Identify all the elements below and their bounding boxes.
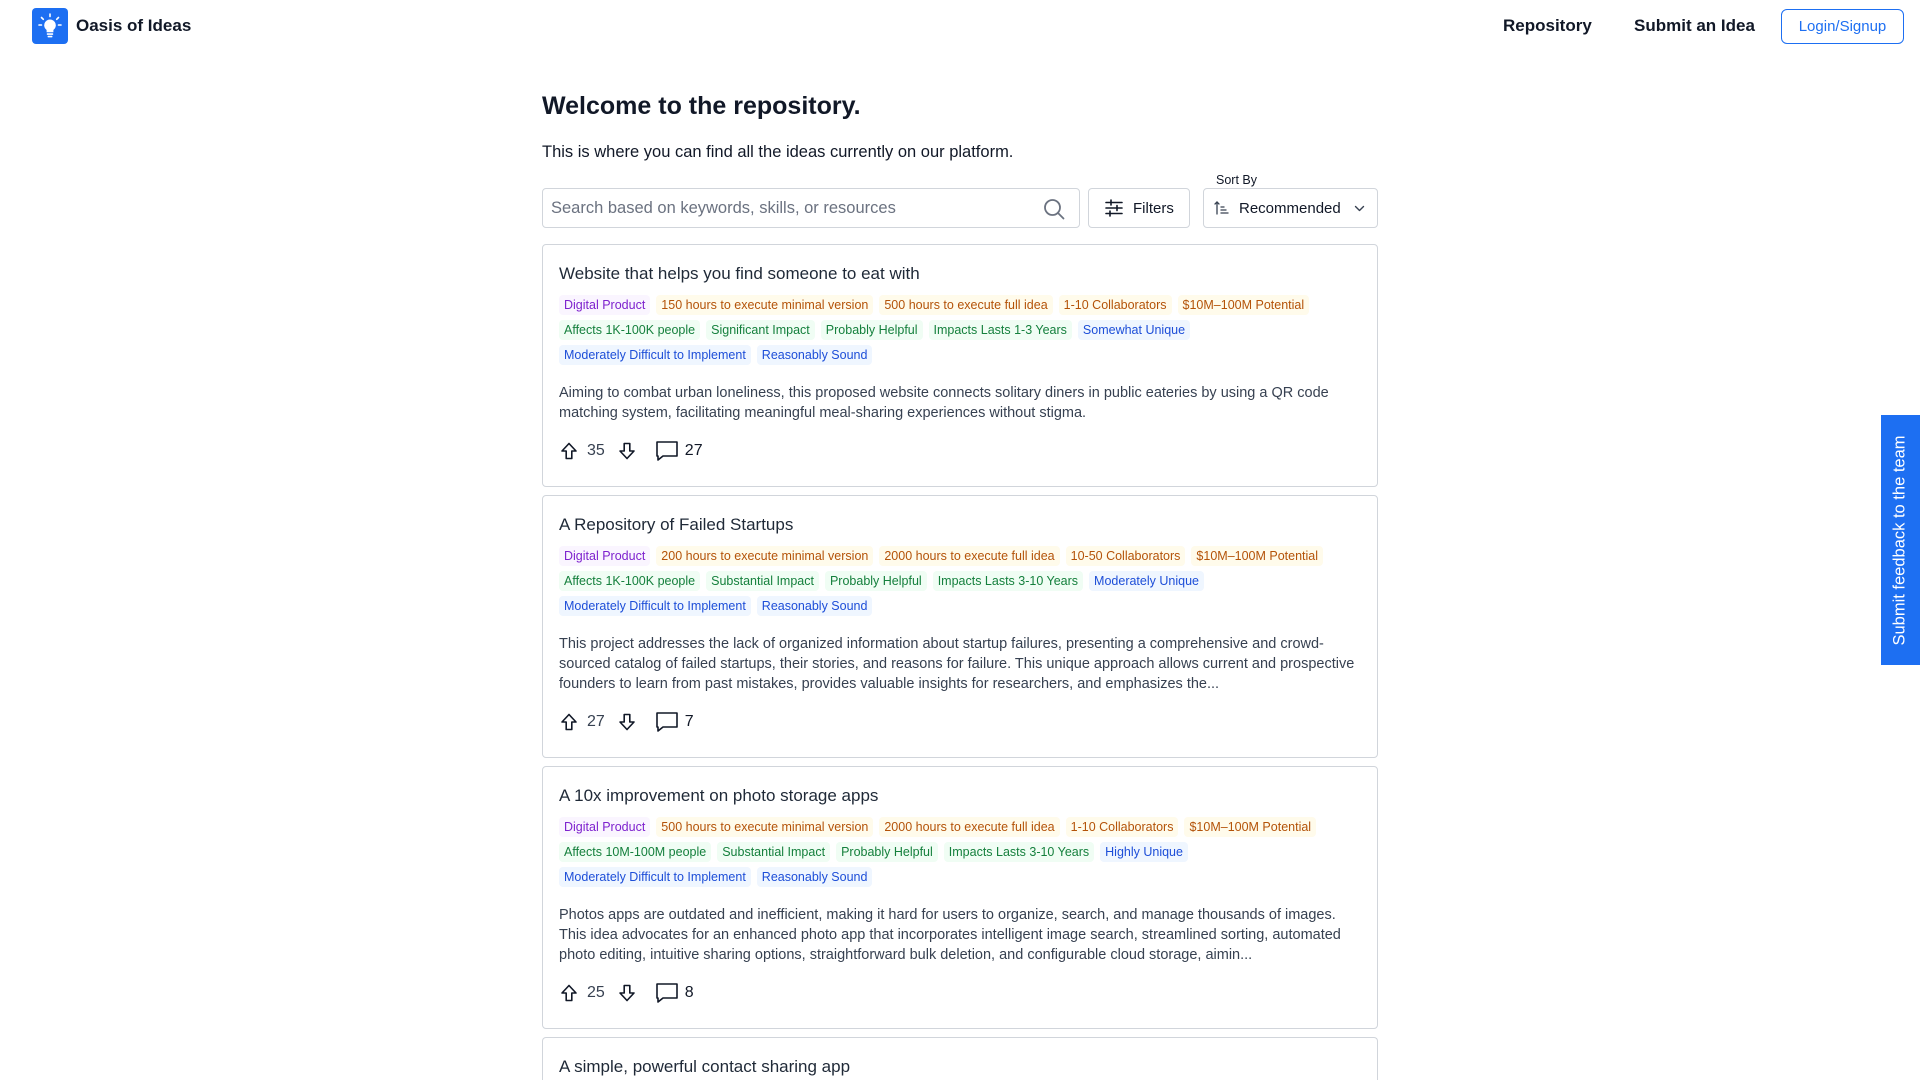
sort-by-label: Sort By: [1216, 173, 1257, 187]
idea-tag: Probably Helpful: [821, 320, 923, 340]
idea-tag: Probably Helpful: [836, 842, 938, 862]
idea-tag: 10-50 Collaborators: [1066, 546, 1186, 566]
page-title: Welcome to the repository.: [542, 92, 861, 120]
sort-select[interactable]: [1203, 188, 1378, 228]
idea-description: This project addresses the lack of organized information about startup failures, presenting a comprehensive and crowd-sourced catalog of failed startups, their stories, and reasons for failure. This unique approach allows current and prospective founders to learn from past mistakes, provides valuable insights for researchers, and emphasizes the...: [559, 636, 1355, 692]
idea-tag: 2000 hours to execute full idea: [879, 817, 1059, 837]
brand-name[interactable]: Oasis of Ideas: [76, 16, 192, 35]
idea-tag: Somewhat Unique: [1078, 320, 1190, 340]
vote-count: 27: [587, 713, 605, 730]
idea-tag: Moderately Unique: [1089, 571, 1204, 591]
idea-tag: 1-10 Collaborators: [1059, 295, 1172, 315]
idea-title[interactable]: A 10x improvement on photo storage apps: [559, 786, 879, 805]
sort-value: Recommended: [1239, 199, 1341, 217]
idea-tag: Significant Impact: [706, 320, 815, 340]
idea-tag: Moderately Difficult to Implement: [559, 596, 751, 616]
idea-tag: Digital Product: [559, 295, 650, 315]
filters-label: Filters: [1133, 199, 1174, 217]
idea-tag: 1-10 Collaborators: [1066, 817, 1179, 837]
search-input[interactable]: [551, 189, 1031, 227]
search-icon[interactable]: [1043, 198, 1065, 220]
login-signup-button[interactable]: Login/Signup: [1781, 9, 1904, 44]
idea-tag: Substantial Impact: [717, 842, 830, 862]
comment-count: 7: [684, 713, 694, 730]
idea-actions: [559, 439, 1361, 463]
idea-title[interactable]: A simple, powerful contact sharing app: [559, 1057, 851, 1076]
vote-count: 25: [587, 984, 605, 1001]
idea-tags: [559, 295, 1369, 365]
idea-tag: $10M–100M Potential: [1178, 295, 1310, 315]
idea-card[interactable]: [542, 495, 1378, 758]
idea-tag: Impacts Lasts 1-3 Years: [929, 320, 1072, 340]
idea-actions: [559, 710, 1361, 734]
upvote-icon[interactable]: [559, 983, 579, 1003]
idea-tag: Digital Product: [559, 546, 650, 566]
idea-title[interactable]: Website that helps you find someone to eat with: [559, 264, 920, 283]
idea-tag: 200 hours to execute minimal version: [656, 546, 873, 566]
feedback-tab-button[interactable]: [1881, 415, 1920, 665]
idea-card[interactable]: [542, 1037, 1378, 1080]
idea-tag: $10M–100M Potential: [1184, 817, 1316, 837]
idea-card[interactable]: [542, 244, 1378, 487]
idea-tag: Impacts Lasts 3-10 Years: [944, 842, 1094, 862]
idea-description: Aiming to combat urban loneliness, this proposed website connects solitary diners in public eateries by using a QR code matching system, facilitating meaningful meal-sharing experiences without stigma.: [559, 385, 1329, 421]
idea-title[interactable]: A Repository of Failed Startups: [559, 515, 794, 534]
nav-repository-link[interactable]: Repository: [1503, 16, 1592, 35]
page-subtitle: This is where you can find all the ideas currently on our platform.: [542, 143, 1014, 161]
top-nav: [0, 0, 1920, 52]
downvote-icon[interactable]: [617, 712, 637, 732]
idea-card[interactable]: [542, 766, 1378, 1029]
idea-tag: Reasonably Sound: [757, 867, 873, 887]
feedback-tab-label: Submit feedback to the team: [1891, 434, 1910, 646]
upvote-icon[interactable]: [559, 712, 579, 732]
idea-tag: Probably Helpful: [825, 571, 927, 591]
comment-icon[interactable]: [655, 982, 679, 1004]
idea-tag: Reasonably Sound: [757, 596, 873, 616]
downvote-icon[interactable]: [617, 441, 637, 461]
sort-icon: [1214, 201, 1229, 215]
idea-tag: 500 hours to execute full idea: [879, 295, 1052, 315]
vote-count: 35: [587, 442, 605, 459]
comment-count: 27: [684, 442, 703, 459]
idea-tag: Substantial Impact: [706, 571, 819, 591]
lightbulb-logo-icon[interactable]: [32, 8, 68, 44]
idea-tag: Affects 10M-100M people: [559, 842, 711, 862]
idea-tag: Moderately Difficult to Implement: [559, 867, 751, 887]
idea-tag: Affects 1K-100K people: [559, 320, 700, 340]
idea-tag: Reasonably Sound: [757, 345, 873, 365]
upvote-icon[interactable]: [559, 441, 579, 461]
idea-actions: [559, 981, 1361, 1005]
nav-submit-idea-link[interactable]: Submit an Idea: [1634, 16, 1755, 35]
idea-tag: Highly Unique: [1100, 842, 1188, 862]
idea-tag: 2000 hours to execute full idea: [879, 546, 1059, 566]
comment-icon[interactable]: [655, 711, 679, 733]
filters-button[interactable]: [1088, 188, 1190, 228]
idea-tag: Affects 1K-100K people: [559, 571, 700, 591]
idea-tag: Impacts Lasts 3-10 Years: [933, 571, 1083, 591]
idea-tag: $10M–100M Potential: [1191, 546, 1323, 566]
idea-tag: Digital Product: [559, 817, 650, 837]
comment-count: 8: [684, 984, 694, 1001]
chevron-down-icon: [1354, 203, 1365, 214]
idea-tag: 150 hours to execute minimal version: [656, 295, 873, 315]
idea-tag: 500 hours to execute minimal version: [656, 817, 873, 837]
comment-icon[interactable]: [655, 440, 679, 462]
downvote-icon[interactable]: [617, 983, 637, 1003]
search-box: [542, 188, 1080, 228]
idea-tag: Moderately Difficult to Implement: [559, 345, 751, 365]
sliders-icon: [1105, 199, 1123, 217]
idea-tags: [559, 817, 1369, 887]
idea-description: Photos apps are outdated and inefficient, making it hard for users to organize, search, and manage thousands of images. This idea advocates for an enhanced photo app that incorporates intelligent image search, streamlined sorting, automated photo editing, intuitive sharing options, straightforward bulk deletion, and configurable cloud storage, aimin...: [559, 907, 1341, 963]
idea-tags: [559, 546, 1369, 616]
